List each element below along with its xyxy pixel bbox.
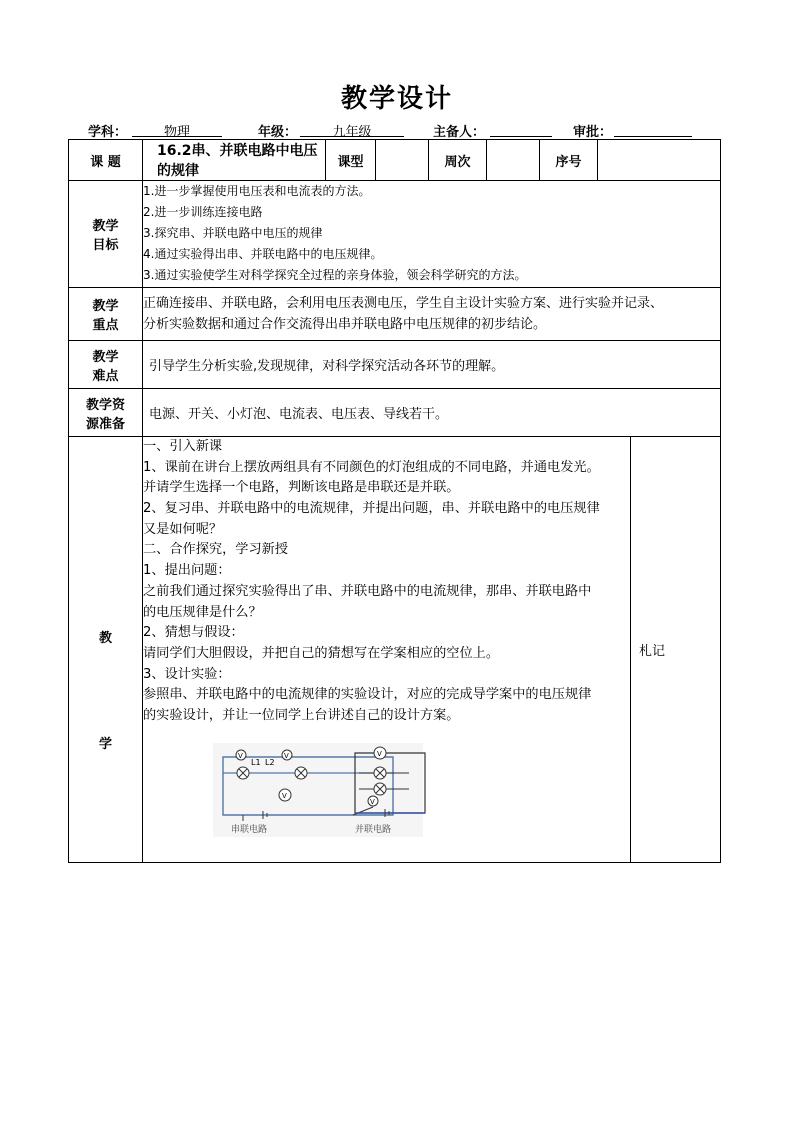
subject-value: 物理 — [132, 121, 222, 137]
svg-text:V: V — [370, 797, 375, 806]
document-title: 教学设计 — [340, 84, 453, 114]
teaching-line: 1、课前在讲台上摆放两组具有不同颜色的灯泡组成的不同电路，并通电发光。 — [143, 459, 600, 475]
key-points-row — [69, 288, 721, 341]
topic-label: 课 题 — [69, 140, 143, 181]
key-points-label: 教学 重点 — [69, 288, 143, 341]
teaching-line: 又是如何呢？ — [143, 521, 223, 537]
grade-value: 九年级 — [300, 121, 404, 137]
key-points-content — [143, 288, 721, 341]
goal-line: 2.进一步训练连接电路 — [143, 205, 263, 219]
parallel-caption: 并联电路 — [355, 824, 392, 835]
teaching-line: 2、复习串、并联电路中的电流规律，并提出问题，串、并联电路中的电压规律 — [143, 501, 600, 517]
type-value — [376, 140, 429, 181]
series-circuit-diagram — [213, 743, 423, 837]
teaching-line: 的实验设计，并让一位同学上台讲述自己的设计方案。 — [143, 707, 460, 723]
svg-text:V: V — [377, 749, 382, 758]
resources-label: 教学资 源准备 — [69, 389, 143, 437]
meta-line — [88, 121, 728, 139]
goal-line: 3.通过实验使学生对科学探究全过程的亲身体验，领会科学研究的方法。 — [143, 268, 527, 282]
notes-label: 札记 — [631, 437, 721, 863]
teaching-row — [69, 437, 721, 863]
goal-line: 1.进一步掌握使用电压表和电流表的方法。 — [143, 184, 371, 198]
svg-text:V: V — [284, 751, 289, 760]
topic-row — [69, 140, 721, 181]
teaching-line: 之前我们通过探究实验得出了串、并联电路中的电流规律，那串、并联电路中 — [143, 583, 592, 599]
teaching-line: 3、设计实验： — [143, 666, 231, 682]
type-label: 课型 — [326, 140, 376, 181]
seq-label: 序号 — [540, 140, 598, 181]
difficulties-content: 引导学生分析实验,发现规律，对科学探究活动各环节的理解。 — [143, 341, 721, 389]
difficulties-row — [69, 341, 721, 389]
review-value — [614, 121, 692, 137]
subject-label: 学科： — [88, 125, 128, 140]
grade-label: 年级： — [258, 125, 298, 140]
teaching-line: 二、合作探究，学习新授 — [143, 542, 289, 558]
teaching-line: 一、引入新课 — [143, 439, 223, 454]
resources-row — [69, 389, 721, 437]
svg-text:V: V — [282, 791, 287, 800]
goals-content — [143, 181, 721, 288]
difficulties-label: 教学 难点 — [69, 341, 143, 389]
goals-label: 教学 目标 — [69, 181, 143, 288]
resources-content: 电源、开关、小灯泡、电流表、电压表、导线若干。 — [143, 389, 721, 437]
preparer-label: 主备人： — [433, 125, 486, 140]
key-point-line: 分析实验数据和通过合作交流得出串并联电路中电压规律的初步结论。 — [143, 317, 547, 332]
teaching-line: 请同学们大胆假设，并把自己的猜想写在学案相应的空位上。 — [143, 645, 500, 661]
goal-line: 4.通过实验得出串、并联电路中的电压规律。 — [143, 247, 383, 261]
teaching-line: 并请学生选择一个电路，判断该电路是串联还是并联。 — [143, 480, 460, 496]
week-value — [487, 140, 540, 181]
lesson-plan-table — [68, 139, 721, 863]
circuit-diagrams — [143, 743, 630, 853]
seq-value — [598, 140, 721, 181]
week-label: 周次 — [429, 140, 487, 181]
preparer-value — [490, 121, 552, 137]
teaching-line: 参照串、并联电路中的电流规律的实验设计，对应的完成导学案中的电压规律 — [143, 687, 592, 703]
svg-text:L2: L2 — [265, 757, 275, 767]
goal-line: 3.探究串、并联电路中电压的规律 — [143, 226, 323, 240]
series-caption: 串联电路 — [231, 824, 268, 835]
goals-row — [69, 181, 721, 288]
svg-text:L1: L1 — [251, 757, 261, 767]
teaching-label: 教 学 — [69, 437, 143, 863]
svg-text:V: V — [238, 751, 243, 760]
teaching-line: 的电压规律是什么？ — [143, 604, 262, 620]
review-label: 审批： — [573, 125, 613, 140]
teaching-line: 2、猜想与假设： — [143, 625, 244, 641]
key-point-line: 正确连接串、并联电路，会利用电压表测电压，学生自主设计实验方案、进行实验并记录、 — [143, 296, 664, 311]
circuit-diagrams-svg — [143, 743, 623, 853]
topic-value: 16.2串、并联电路中电压的规律 — [143, 140, 326, 181]
teaching-line: 1、提出问题： — [143, 563, 231, 579]
teaching-content — [143, 437, 631, 863]
